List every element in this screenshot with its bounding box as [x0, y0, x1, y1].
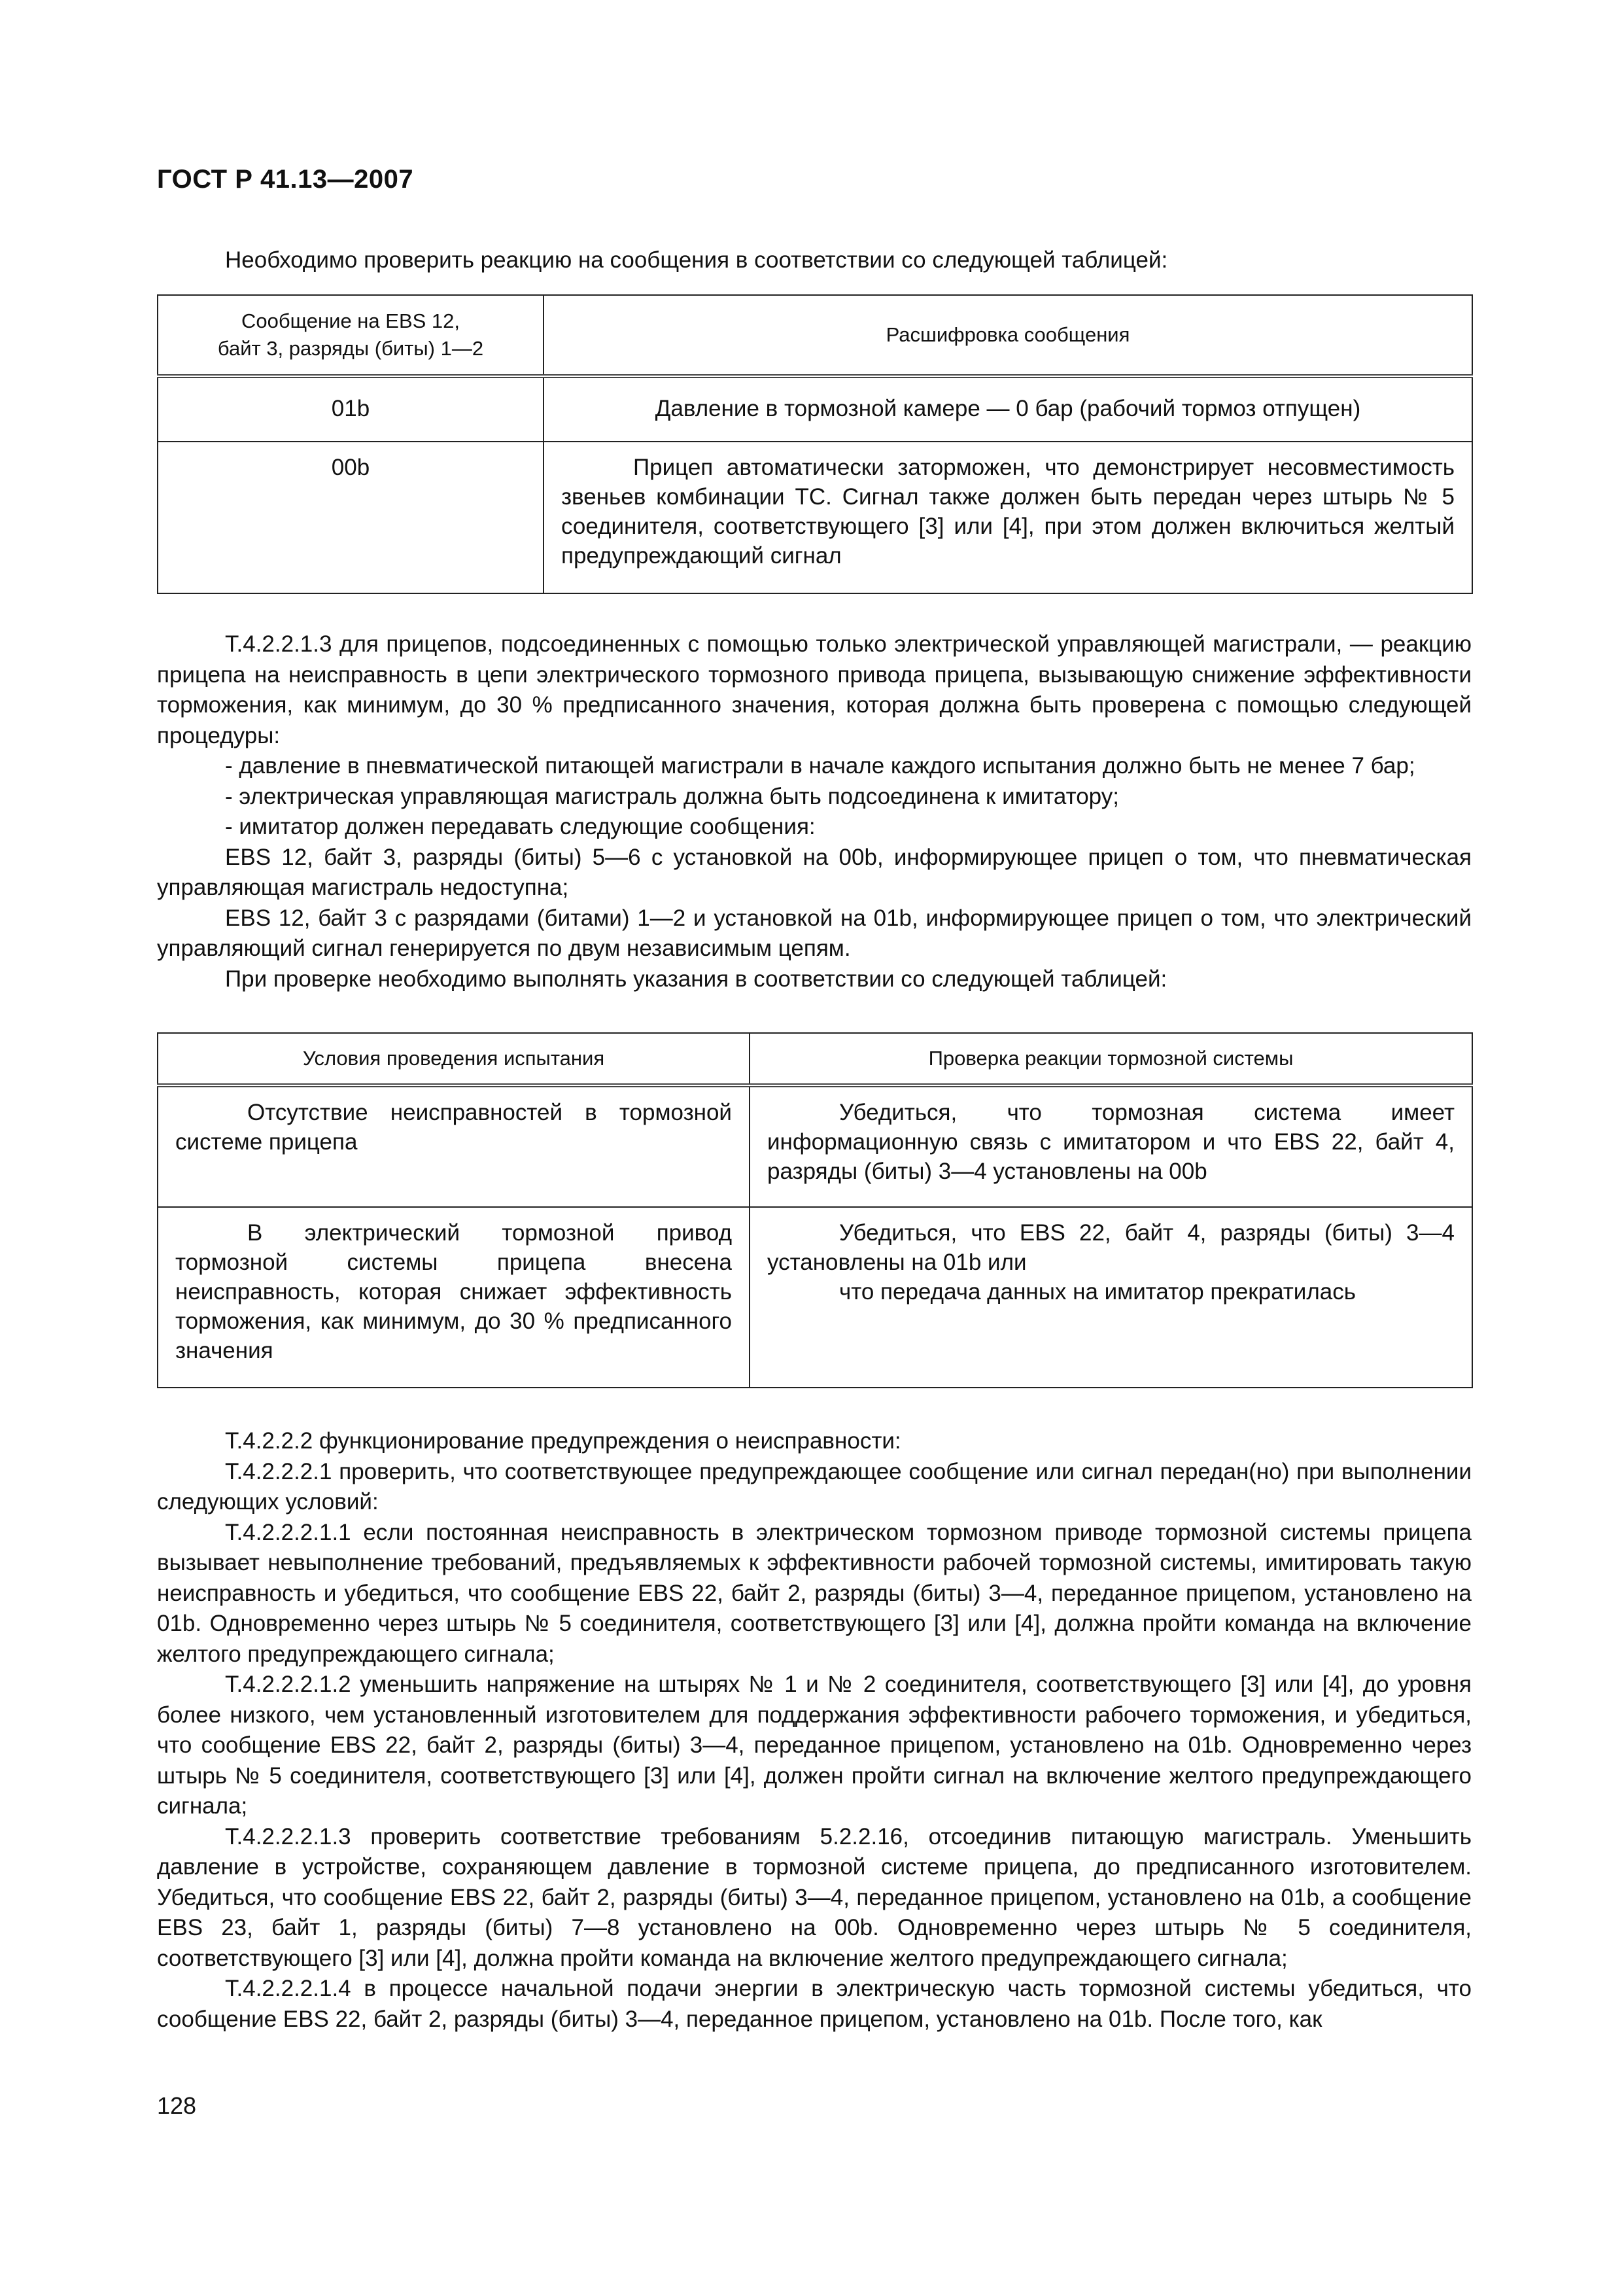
intro-paragraph-1: Необходимо проверить реакцию на сообщения в соответствии со следующей таблицей:	[225, 247, 1168, 273]
header-cell-decoding: Расшифровка сообщения	[544, 295, 1472, 376]
section-t42213: Т.4.2.2.1.3 для прицепов, подсоединенных с помощью только электрической управляющей магистрали, — реакцию прицепа на неисправность в цепи электрического тормозного привода прицепа, вызывающую снижение эффективности торможения, как минимум, до 30 % предписанного значения, которая должна быть проверена с помощью следующей процедуры: - давление в пневматической питающей магистрали в начале каждого испытания должно быть не менее 7 бар; - электрическая управляющая магистраль должна быть подсоединена к имитатору; - имитатор должен передавать следующие сообщения: EBS 12, байт 3, разряды (биты) 5—6 с установкой на 00b, информирующее прицеп о том, что пневматическая управляющая магистраль недоступна; EBS 12, байт 3 с разрядами (битами) 1—2 и установкой на 01b, информирующее прицеп о том, что электрический управляющий сигнал генерируется по двум независимым цепям. При проверке необходимо выполнять указания в соответствии со следующей таблицей:	[157, 629, 1472, 994]
paragraph: Т.4.2.2.2.1.1 если постоянная неисправность в электрическом тормозном приводе тормозной системы прицепа вызывает невыполнение требований, предъявляемых к эффективности рабочей тормозной системы, имитировать такую неисправность и убедиться, что сообщение EBS 22, байт 2, разряды (биты) 3—4, переданное прицепом, установлено на 01b. Одновременно через штырь № 5 соединителя, соответствующего [3] или [4], должна пройти команда на включение желтого предупреждающего сигнала;	[157, 1519, 1472, 1667]
list-item: EBS 12, байт 3, разряды (биты) 5—6 с установкой на 00b, информирующее прицеп о том, что пневматическая управляющая магистраль недоступна;	[157, 844, 1472, 900]
condition-cell: Отсутствие неисправностей в тормозной системе прицепа	[158, 1085, 750, 1207]
check-cell: Убедиться, что тормозная система имеет информационную связь с имитатором и что EBS 22, байт 4, разряды (биты) 3—4 установлены на 00b	[750, 1085, 1472, 1207]
table-row	[158, 1207, 1472, 1388]
paragraph: Т.4.2.2.2.1.2 уменьшить напряжение на штырях № 1 и № 2 соединителя, соответствующего [3] или [4], до уровня более низкого, чем установленный изготовителем для поддержания эффективности рабочего торможения, и убедиться, что сообщение EBS 22, байт 2, разряды (биты) 3—4, переданное прицепом, установлено на 01b. Одновременно через штырь № 5 соединителя, соответствующего [3] или [4], должен пройти сигнал на включение желтого предупреждающего сигнала;	[157, 1672, 1472, 1819]
test-conditions-table	[157, 1032, 1473, 1388]
paragraph: Т.4.2.2.2.1.3 проверить соответствие требованиям 5.2.2.16, отсоединив питающую магистраль. Уменьшить давление в устройстве, сохраняющем давление в тормозной системе прицепа, до предписанного изготовителем. Убедиться, что сообщение EBS 22, байт 2, разряды (биты) 3—4, переданное прицепом, установлено на 01b, а сообщение EBS 23, байт 1, разряды (биты) 7—8 установлено на 00b. Одновременно через штырь № 5 соединителя, соответствующего [3] или [4], должна пройти команда на включение желтого предупреждающего сигнала;	[157, 1823, 1472, 1971]
check-cell: Убедиться, что EBS 22, байт 4, разряды (биты) 3—4 установлены на 01b или что передача данных на имитатор прекратилась	[750, 1207, 1472, 1388]
list-item: - электрическая управляющая магистраль должна быть подсоединена к имитатору;	[225, 783, 1119, 809]
page-number: 128	[157, 2092, 197, 2119]
table-row	[158, 1085, 1472, 1207]
table-row	[158, 376, 1472, 442]
table-header-row	[158, 1033, 1472, 1085]
paragraph: Т.4.2.2.2 функционирование предупреждения о неисправности:	[225, 1428, 901, 1454]
header-cell-message: Сообщение на EBS 12, байт 3, разряды (биты) 1—2	[158, 295, 544, 376]
message-code-cell: 00b	[158, 442, 544, 593]
list-item: - имитатор должен передавать следующие сообщения:	[225, 814, 816, 839]
message-table	[157, 294, 1473, 594]
list-item: EBS 12, байт 3 с разрядами (битами) 1—2 и установкой на 01b, информирующее прицеп о том, что электрический управляющий сигнал генерируется по двум независимым цепям.	[157, 905, 1472, 961]
paragraph: Т.4.2.2.2.1.4 в процессе начальной подачи энергии в электрическую часть тормозной системы убедиться, что сообщение EBS 22, байт 2, разряды (биты) 3—4, переданное прицепом, установлено на 01b. После того, как	[157, 1976, 1472, 2032]
standard-code: ГОСТ Р 41.13—2007	[157, 165, 414, 194]
message-desc-cell: Давление в тормозной камере — 0 бар (рабочий тормоз отпущен)	[544, 376, 1472, 442]
table-header-row	[158, 295, 1472, 376]
header-cell-check: Проверка реакции тормозной системы	[750, 1033, 1472, 1085]
message-desc-cell: Прицеп автоматически заторможен, что демонстрирует несовместимость звеньев комбинации ТС. Сигнал также должен быть передан через штырь № 5 соединителя, соответствующего [3] или [4], при этом должен включиться желтый предупреждающий сигнал	[544, 442, 1472, 593]
header-cell-conditions: Условия проведения испытания	[158, 1033, 750, 1085]
table-row	[158, 442, 1472, 593]
list-item: При проверке необходимо выполнять указания в соответствии со следующей таблицей:	[225, 966, 1167, 992]
paragraph: Т.4.2.2.2.1 проверить, что соответствующее предупреждающее сообщение или сигнал передан(но) при выполнении следующих условий:	[157, 1458, 1472, 1515]
message-code-cell: 01b	[158, 376, 544, 442]
condition-cell: В электрический тормозной привод тормозной системы прицепа внесена неисправность, которая снижает эффективность торможения, как минимум, до 30 % предписанного значения	[158, 1207, 750, 1388]
list-item: - давление в пневматической питающей магистрали в начале каждого испытания должно быть не менее 7 бар;	[225, 753, 1415, 779]
section-t4222	[157, 1426, 1472, 2035]
